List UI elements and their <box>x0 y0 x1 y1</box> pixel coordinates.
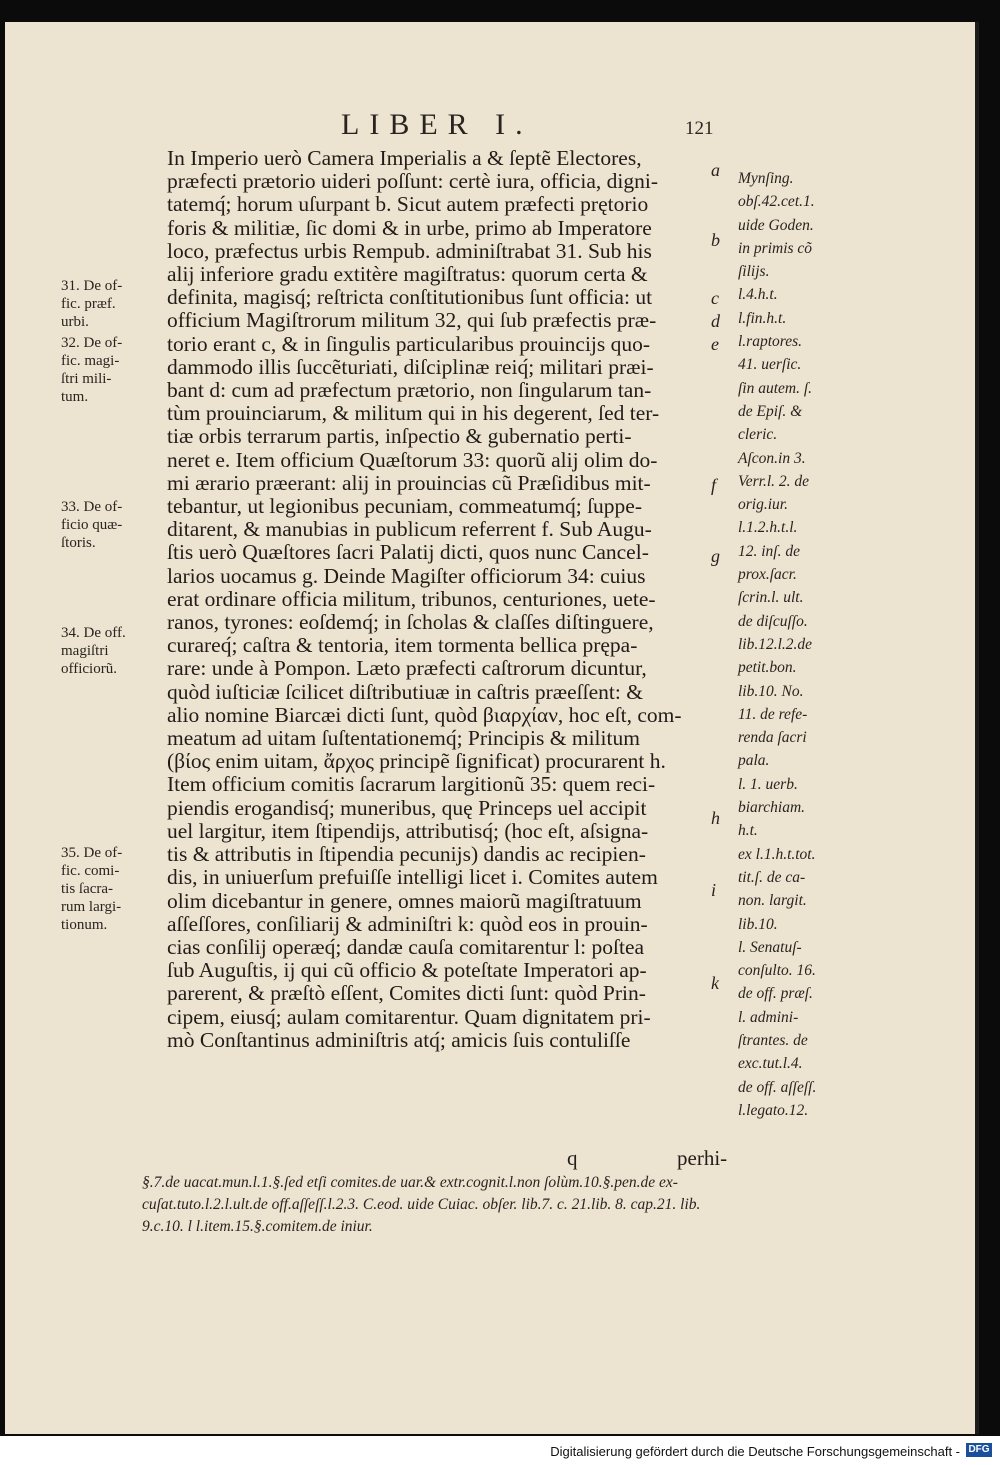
margin-references <box>738 167 858 1122</box>
text-line: parerent, & præſtò eſſent, Comites dicti ſunt: quòd Prin- <box>167 981 646 1006</box>
margin-reference-line: non. largit. <box>738 892 807 910</box>
margin-reference-line: obſ.42.cet.1. <box>738 193 815 211</box>
note-letter: d <box>711 311 720 331</box>
side-gloss-32: 32. De of- fic. magi- ſtri mili- tum. <box>61 335 123 405</box>
margin-reference-line: ſcrin.l. ult. <box>738 589 804 607</box>
margin-reference-line: l.legato.12. <box>738 1101 809 1119</box>
margin-reference-line: 41. uerſic. <box>738 356 802 374</box>
margin-reference-line: l.raptores. <box>738 333 803 351</box>
text-line: neret e. Item officium Quæſtorum 33: quorũ alij olim do- <box>167 447 658 472</box>
margin-reference-line: exc.tut.l.4. <box>738 1055 803 1073</box>
text-line: piendis erogandisq́; muneribus, quę Princeps uel accipit <box>167 795 647 820</box>
text-line: foris & militiæ, ſic domi & in urbe, primo ab Imperatore <box>167 215 652 240</box>
text-line: tiæ orbis terrarum partis, inſpectio & gubernatio perti- <box>167 424 632 449</box>
margin-reference-line: l.1.2.h.t.l. <box>738 519 798 537</box>
margin-reference-line: in primis cõ <box>738 239 813 257</box>
text-line: tatemq́; horum uſurpant b. Sicut autem præfecti prętorio <box>167 192 649 217</box>
text-line: tebantur, ut legionibus pecuniam, commeatumq́; ſuppe- <box>167 494 643 519</box>
margin-reference-line: conſulto. 16. <box>738 962 816 980</box>
note-letter: e <box>711 334 719 354</box>
note-letter: c <box>711 288 719 308</box>
text-line: ſtis uerò Quæſtores ſacri Palatij dicti, quos nunc Cancel- <box>167 540 649 565</box>
margin-reference-line: petit.bon. <box>738 659 797 677</box>
margin-reference-line: Aſcon.in 3. <box>738 449 806 467</box>
side-gloss-31: 31. De of- fic. præf. urbi. <box>61 278 123 330</box>
margin-reference-line: l.4.h.t. <box>738 286 778 304</box>
text-line: alij inferiore gradu extitère magiſtratus: quorum certa & <box>167 262 648 287</box>
text-line: ſub Auguſtis, ij qui cũ officio & poteſtate Imperatori ap- <box>167 958 647 983</box>
text-line: larios uocamus g. Deinde Magiſter officiorum 34: cuius <box>167 563 646 588</box>
text-line: tùm prouinciarum, & militum qui in his degerent, ſed ter- <box>167 401 660 426</box>
side-gloss-35: 35. De of- fic. comi- tis ſacra- rum largi- tionum. <box>61 845 123 933</box>
margin-reference-line: 11. de refe- <box>738 705 808 723</box>
note-letter: k <box>711 973 719 993</box>
signature-mark: q <box>567 1146 578 1170</box>
margin-reference-line: orig.iur. <box>738 496 788 514</box>
margin-reference-line: de off. præſ. <box>738 985 813 1003</box>
side-gloss-33: 33. De of- ficio quæ- ſtoris. <box>61 499 123 551</box>
text-line: rare: unde à Pompon. Læto præfecti caſtrorum dicuntur, <box>167 656 647 681</box>
margin-reference-line: l. 1. uerb. <box>738 775 798 793</box>
margin-reference-line: uide Goden. <box>738 216 814 234</box>
side-gloss-34: 34. De off. magiſtri officiorũ. <box>61 625 126 677</box>
margin-reference-line: ſtrantes. de <box>738 1031 808 1049</box>
margin-reference-line: l.fin.h.t. <box>738 309 787 327</box>
text-line: definita, magisq́; reſtricta conſtitutionibus ſunt officia: ut <box>167 285 653 310</box>
dfg-logo-icon: DFG <box>966 1443 992 1457</box>
footnotes <box>142 1172 852 1238</box>
margin-reference-line: de off. aſſeſſ. <box>738 1078 817 1096</box>
text-line: olim dicebantur in genere, omnes maiorũ magiſtratuum <box>167 888 642 913</box>
margin-reference-line: l. Senatuſ- <box>738 938 802 956</box>
margin-reference-line: Mynſing. <box>738 170 794 187</box>
margin-reference-line: ſilijs. <box>738 263 770 281</box>
text-line: officium Magiſtrorum militum 32, qui ſub præfectis præ- <box>167 308 657 333</box>
text-line: quòd iuſticiæ ſcilicet diſtributiuæ in caſtris præeſſent: & <box>167 679 643 704</box>
margin-reference-line: de Epiſ. & <box>738 402 803 420</box>
margin-reference-line: ex l.1.h.t.tot. <box>738 845 816 863</box>
text-line: dis, in uniuerſum prefuiſſe intelligi licet i. Comites autem <box>167 865 658 890</box>
note-letter: i <box>711 880 717 900</box>
margin-reference-line: tit.ſ. de ca- <box>738 868 806 886</box>
text-line: ranos, tyrones: eoſdemq́; in ſcholas & claſſes diſtinguere, <box>167 610 654 635</box>
margin-reference-line: lib.10. No. <box>738 682 804 700</box>
text-line: meatum ad uitam ſuſtentationemq́; Principis & militum <box>167 726 640 751</box>
note-letter: f <box>711 475 717 495</box>
margin-reference-line: Verr.l. 2. de <box>738 472 810 490</box>
margin-reference-line: cleric. <box>738 426 778 444</box>
text-line: mi ærario præerant: alij in prouincias cũ Præſidibus mit- <box>167 470 651 495</box>
digitization-footer <box>0 1436 1000 1465</box>
page-number: 121 <box>685 118 714 139</box>
note-letter: g <box>711 546 720 566</box>
text-line: cias conſilij operæq́; dandæ cauſa comitarentur l: poſtea <box>167 934 645 959</box>
text-line: mò Conſtantinus adminiſtris atq́; amicis ſuis contuliſſe <box>167 1027 631 1052</box>
margin-reference-line: lib.10. <box>738 915 778 933</box>
text-line: dammodo illis ſuccẽturiati, diſciplinæ reiq́; militari præi- <box>167 354 654 379</box>
main-text <box>167 147 727 1052</box>
text-line: ditarent, & manubias in publicum referrent f. Sub Augu- <box>167 517 652 542</box>
running-head: LIBER I. <box>341 108 533 141</box>
margin-reference-line: 12. inſ. de <box>738 542 800 560</box>
catchword: perhi- <box>677 1146 728 1170</box>
text-line: alio nomine Biarcæi dicti ſunt, quòd βιαρχίαν, hoc eſt, com- <box>167 702 682 727</box>
text-line: præfecti prætorio uideri poſſunt: certè iura, officia, digni- <box>167 169 658 194</box>
margin-reference-line: ſin autem. ſ. <box>738 379 813 397</box>
note-letter: a <box>711 160 720 180</box>
footnote-line: cuſat.tuto.l.2.l.ult.de off.aſſeſſ.l.2.3. C.eod. uide Cuiac. obſer. lib.7. c. 21.lib. 8. cap.21. lib. <box>142 1196 701 1213</box>
margin-reference-line: biarchiam. <box>738 799 806 817</box>
margin-reference-line: prox.ſacr. <box>738 566 797 584</box>
note-letter: b <box>711 230 720 250</box>
text-line: (βίος enim uitam, ἄρχος principẽ ſignificat) procurarent h. <box>167 749 666 774</box>
margin-reference-line: lib.12.l.2.de <box>738 635 813 653</box>
text-line: erat ordinare officia militum, tribunos, centuriones, uete- <box>167 586 656 611</box>
margin-reference-line: pala. <box>738 752 770 770</box>
footnote-line: 9.c.10. l l.item.15.§.comitem.de iniur. <box>142 1218 373 1235</box>
book-page <box>5 22 979 1434</box>
text-line: In Imperio uerò Camera Imperialis a & ſeptẽ Electores, <box>167 146 642 170</box>
text-line: torio erant c, & in ſingulis particularibus prouincijs quo- <box>167 331 651 356</box>
text-line: curareq́; caſtra & tentoria, item tormenta bellica prępa- <box>167 633 638 658</box>
text-line: bant d: cum ad præfectum prætorio, non ſingularum tan- <box>167 378 652 403</box>
text-line: cipem, eiusq́; aulam comitarentur. Quam dignitatem pri- <box>167 1004 651 1029</box>
footnote-line: §.7.de uacat.mun.l.1.§.ſed etſi comites.de uar.& extr.cognit.l.non ſolùm.10.§.pen.de ex- <box>142 1174 678 1191</box>
margin-reference-line: l. admini- <box>738 1008 799 1026</box>
text-line: Item officium comitis ſacrarum largitionũ 35: quem reci- <box>167 772 656 797</box>
text-line: loco, præfectus urbis Rempub. adminiſtrabat 31. Sub his <box>167 238 652 263</box>
margin-reference-line: renda ſacri <box>738 729 807 747</box>
note-letter: h <box>711 808 720 828</box>
text-line: aſſeſſores, conſiliarij & adminiſtri k: quòd eos in prouin- <box>167 911 648 936</box>
text-line: uel largitur, item ſtipendijs, attributisq́; (hoc eſt, aſsigna- <box>167 818 649 843</box>
margin-reference-line: de diſcuſſo. <box>738 612 808 630</box>
footer-credit: Digitalisierung gefördert durch die Deutsche Forschungsgemeinschaft - <box>550 1444 960 1459</box>
margin-reference-line: h.t. <box>738 822 758 840</box>
text-line: tis & attributis in ſtipendia pecunijs) dandis ac recipien- <box>167 842 646 867</box>
